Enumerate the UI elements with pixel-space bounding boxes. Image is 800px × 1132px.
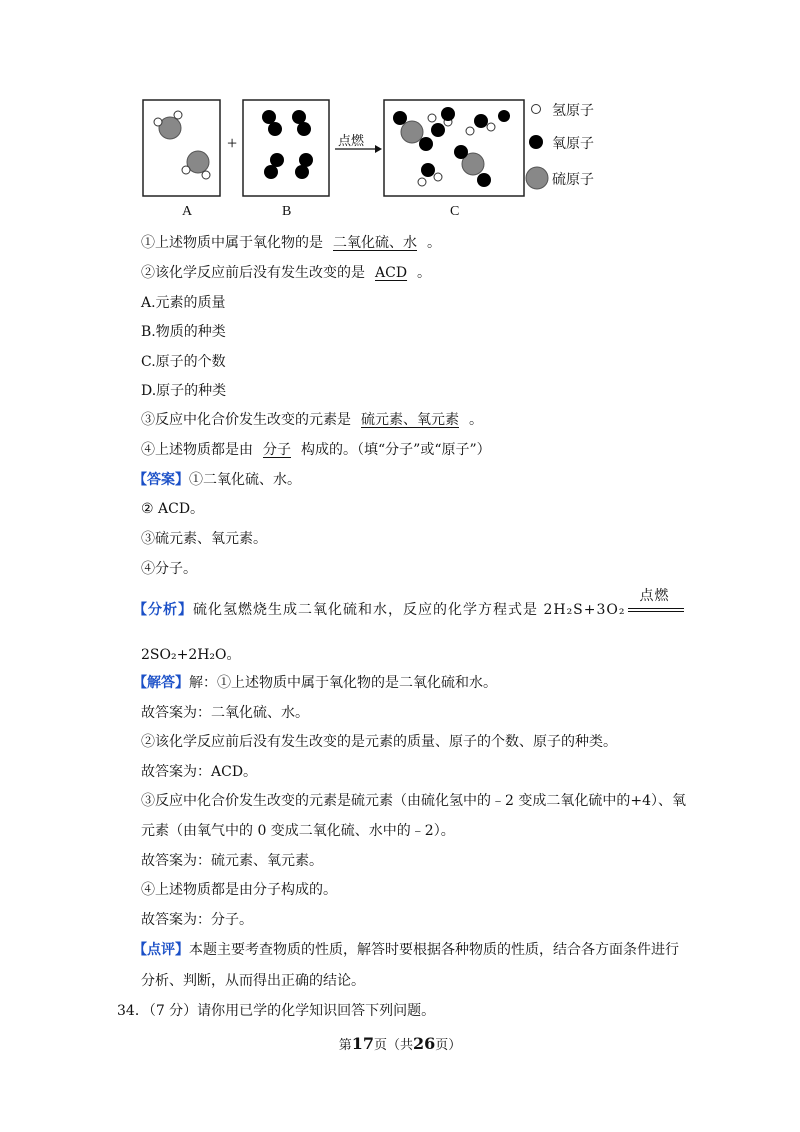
page-number: 17: [351, 1034, 374, 1053]
question-2-answer: ACD: [375, 265, 408, 281]
footer-post: 页）: [435, 1038, 462, 1053]
analysis-product: 2SO₂+2H₂O。: [141, 647, 241, 663]
hydrogen-legend-icon: [532, 105, 541, 114]
answer-line-2: ② ACD。: [141, 501, 205, 517]
answer-text: ①二氧化硫、水。: [189, 472, 301, 488]
solution-text: 解：①上述物质中属于氧化物的是二氧化硫和水。: [189, 675, 497, 691]
comment-text: 本题主要考查物质的性质，解答时要根据各种物质的性质，结合各方面条件进行: [189, 942, 679, 958]
box-b: [243, 100, 329, 196]
question-3: [141, 410, 483, 430]
comment-line-1: [133, 940, 679, 960]
legend-sulfur: 硫原子: [552, 172, 594, 188]
page-total: 26: [413, 1034, 436, 1053]
footer-mid: 页（共: [373, 1038, 413, 1053]
analysis-line: [133, 588, 684, 620]
label-c: C: [450, 204, 460, 219]
question-1-text: ①上述物质中属于氧化物的是: [141, 235, 323, 251]
analysis-text: 硫化氢燃烧生成二氧化硫和水，反应的化学方程式是 2H₂S+3O₂: [193, 602, 626, 618]
analysis-tag: 【分析】: [133, 602, 193, 618]
footer-pre: 第: [338, 1038, 352, 1053]
reaction-condition: [628, 588, 684, 618]
question-2: [141, 263, 431, 283]
question-3-answer: 硫元素、氧元素: [361, 412, 459, 428]
next-question: 34．（7 分）请你用已学的化学知识回答下列问题。: [117, 1003, 436, 1019]
question-1: [141, 233, 441, 253]
solution-line-5: ③反应中化合价发生改变的元素是硫元素（由硫化氢中的﹣2 变成二氧化硫中的+4）、氧: [141, 793, 686, 809]
solution-line-4: 故答案为：ACD。: [141, 764, 258, 780]
question-4-text: ④上述物质都是由: [141, 442, 253, 458]
legend-oxygen: 氧原子: [552, 136, 594, 152]
solution-line-1: [133, 673, 497, 693]
answer-tag: 【答案】: [133, 472, 189, 488]
label-b: B: [282, 204, 292, 219]
option-b: B.物质的种类: [141, 324, 226, 340]
punct: 。: [469, 412, 483, 428]
solution-line-7: 故答案为：硫元素、氧元素。: [141, 853, 323, 869]
question-4-answer: 分子: [263, 442, 291, 458]
solution-line-9: 故答案为：分子。: [141, 912, 253, 928]
label-a: A: [182, 204, 193, 219]
option-a: A.元素的质量: [141, 295, 226, 311]
comment-line-2: 分析、判断，从而得出正确的结论。: [141, 973, 365, 989]
legend-hydrogen: 氢原子: [552, 103, 594, 119]
question-4-tail: 构成的。（填“分子”或“原子”）: [301, 442, 491, 458]
page-footer: [0, 1034, 800, 1053]
answer-line-3: ③硫元素、氧元素。: [141, 531, 267, 547]
question-1-answer: 二氧化硫、水: [333, 235, 417, 251]
punct: 。: [417, 265, 432, 281]
solution-line-8: ④上述物质都是由分子构成的。: [141, 882, 337, 898]
condition-label: 点燃: [639, 588, 670, 604]
plus-sign: +: [227, 133, 238, 153]
solution-line-6: 元素（由氧气中的 0 变成二氧化硫、水中的﹣2）。: [141, 823, 455, 839]
answer-line-4: ④分子。: [141, 561, 197, 577]
answer-line-1: [133, 470, 301, 490]
question-2-text: ②该化学反应前后没有发生改变的是: [141, 265, 365, 281]
question-3-text: ③反应中化合价发生改变的元素是: [141, 412, 351, 428]
oxygen-legend-icon: [529, 135, 543, 149]
sulfur-legend-icon: [526, 167, 548, 189]
comment-tag: 【点评】: [133, 942, 189, 958]
reaction-diagram: [130, 92, 630, 222]
solution-line-2: 故答案为：二氧化硫、水。: [141, 705, 309, 721]
question-4: [141, 440, 491, 460]
option-c: C.原子的个数: [141, 354, 226, 370]
arrow-label: 点燃: [338, 134, 365, 149]
solution-line-3: ②该化学反应前后没有发生改变的是元素的质量、原子的个数、原子的种类。: [141, 734, 617, 750]
option-d: D.原子的种类: [141, 383, 227, 399]
solution-tag: 【解答】: [133, 675, 189, 691]
punct: 。: [427, 235, 441, 251]
